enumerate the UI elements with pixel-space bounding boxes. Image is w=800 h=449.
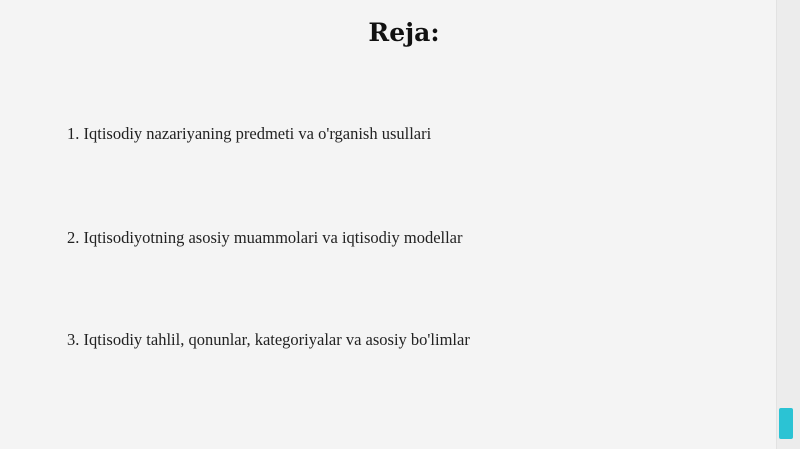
plan-item-3: 3. Iqtisodiy tahlil, qonunlar, kategoriyalar va asosiy bo'limlar (67, 330, 470, 349)
scrollbar-thumb[interactable] (779, 408, 793, 439)
plan-item-2: 2. Iqtisodiyotning asosiy muammolari va iqtisodiy modellar (67, 228, 463, 247)
slide-title: Reja: (368, 18, 440, 47)
scrollbar-track[interactable] (776, 0, 800, 449)
plan-item-1: 1. Iqtisodiy nazariyaning predmeti va o'rganish usullari (67, 124, 432, 143)
